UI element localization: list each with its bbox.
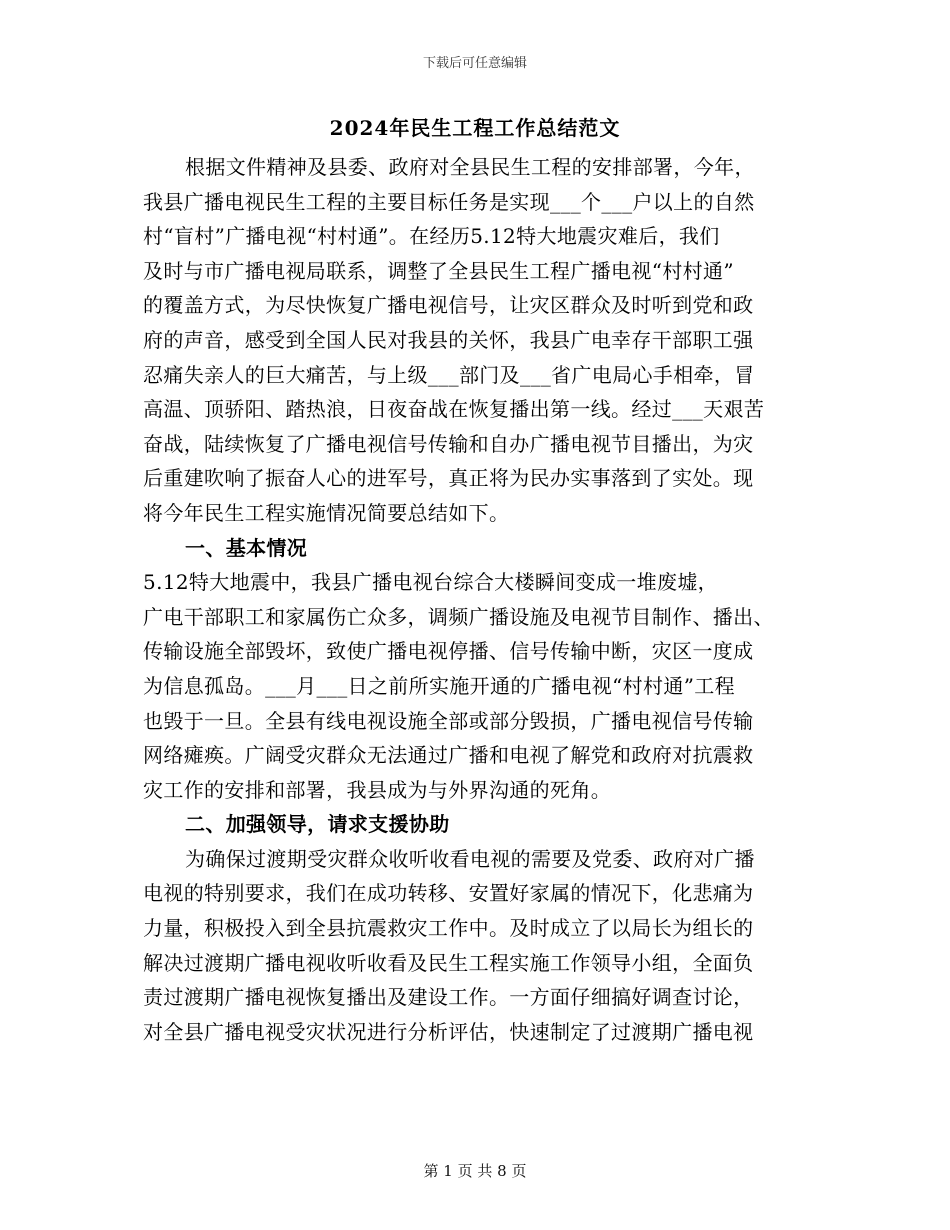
paragraph-line: 对全县广播电视受灾状况进行分析评估，快速制定了过渡期广播电视 (143, 1019, 754, 1044)
paragraph-line: 将今年民生工程实施情况简要总结如下。 (143, 500, 510, 525)
paragraph-line: 电视的特别要求，我们在成功转移、安置好家属的情况下，化悲痛为 (143, 881, 754, 906)
paragraph-line: 责过渡期广播电视恢复播出及建设工作。一方面仔细搞好调查讨论， (143, 985, 754, 1010)
header-note: 下载后可任意编辑 (422, 56, 527, 71)
paragraph-line: 灾工作的安排和部署，我县成为与外界沟通的死角。 (143, 777, 612, 802)
paragraph-line: 广电干部职工和家属伤亡众多，调频广播设施及电视节目制作、播出、 (143, 604, 774, 629)
page-footer: 第 1 页 共 8 页 (423, 1162, 527, 1180)
paragraph-line: 府的声音，感受到全国人民对我县的关怀，我县广电幸存干部职工强 (143, 327, 754, 352)
paragraph-line: 传输设施全部毁坏，致使广播电视停播、信号传输中断，灾区一度成 (143, 639, 754, 664)
paragraph-line: 我县广播电视民生工程的主要目标任务是实现___个___户以上的自然 (143, 189, 755, 214)
paragraph-line: 后重建吹响了振奋人心的进军号，真正将为民办实事落到了实处。现 (143, 466, 754, 491)
paragraph-line: 根据文件精神及县委、政府对全县民生工程的安排部署，今年， (185, 155, 755, 179)
paragraph-line: 解决过渡期广播电视收听收看及民生工程实施工作领导小组，全面负 (143, 950, 754, 975)
paragraph-line: 为信息孤岛。___月___日之前所实施开通的广播电视“村村通”工程 (143, 673, 735, 698)
paragraph-line: 为确保过渡期受灾群众收听收看电视的需要及党委、政府对广播 (185, 846, 755, 871)
paragraph-line: 奋战，陆续恢复了广播电视信号传输和自办广播电视节目播出，为灾 (143, 431, 754, 456)
paragraph-line: 及时与市广播电视局联系，调整了全县民生工程广播电视“村村通” (143, 258, 734, 283)
document-body (143, 150, 803, 1049)
paragraph-line: 网络瘫痪。广阔受灾群众无法通过广播和电视了解党和政府对抗震救 (143, 743, 754, 768)
paragraph-line: 忍痛失亲人的巨大痛苦，与上级___部门及___省广电局心手相牵，冒 (143, 362, 755, 387)
paragraph-line: 村“盲村”广播电视“村村通”。在经历5.12特大地震灾难后，我们 (143, 224, 720, 249)
section-heading: 二、加强领导，请求支援协助 (185, 812, 450, 837)
document-title: 2024年民生工程工作总结范文 (329, 116, 621, 140)
paragraph-line: 高温、顶骄阳、踏热浪，日夜奋战在恢复播出第一线。经过___天艰苦 (143, 397, 765, 422)
section-heading: 一、基本情况 (185, 535, 308, 560)
paragraph-line: 也毁于一旦。全县有线电视设施全部或部分毁损，广播电视信号传输 (143, 708, 754, 733)
paragraph-line: 力量，积极投入到全县抗震救灾工作中。及时成立了以局长为组长的 (143, 916, 754, 941)
paragraph-line: 5.12特大地震中，我县广播电视台综合大楼瞬间变成一堆废墟， (143, 570, 719, 595)
paragraph-line: 的覆盖方式，为尽快恢复广播电视信号，让灾区群众及时听到党和政 (143, 293, 754, 318)
